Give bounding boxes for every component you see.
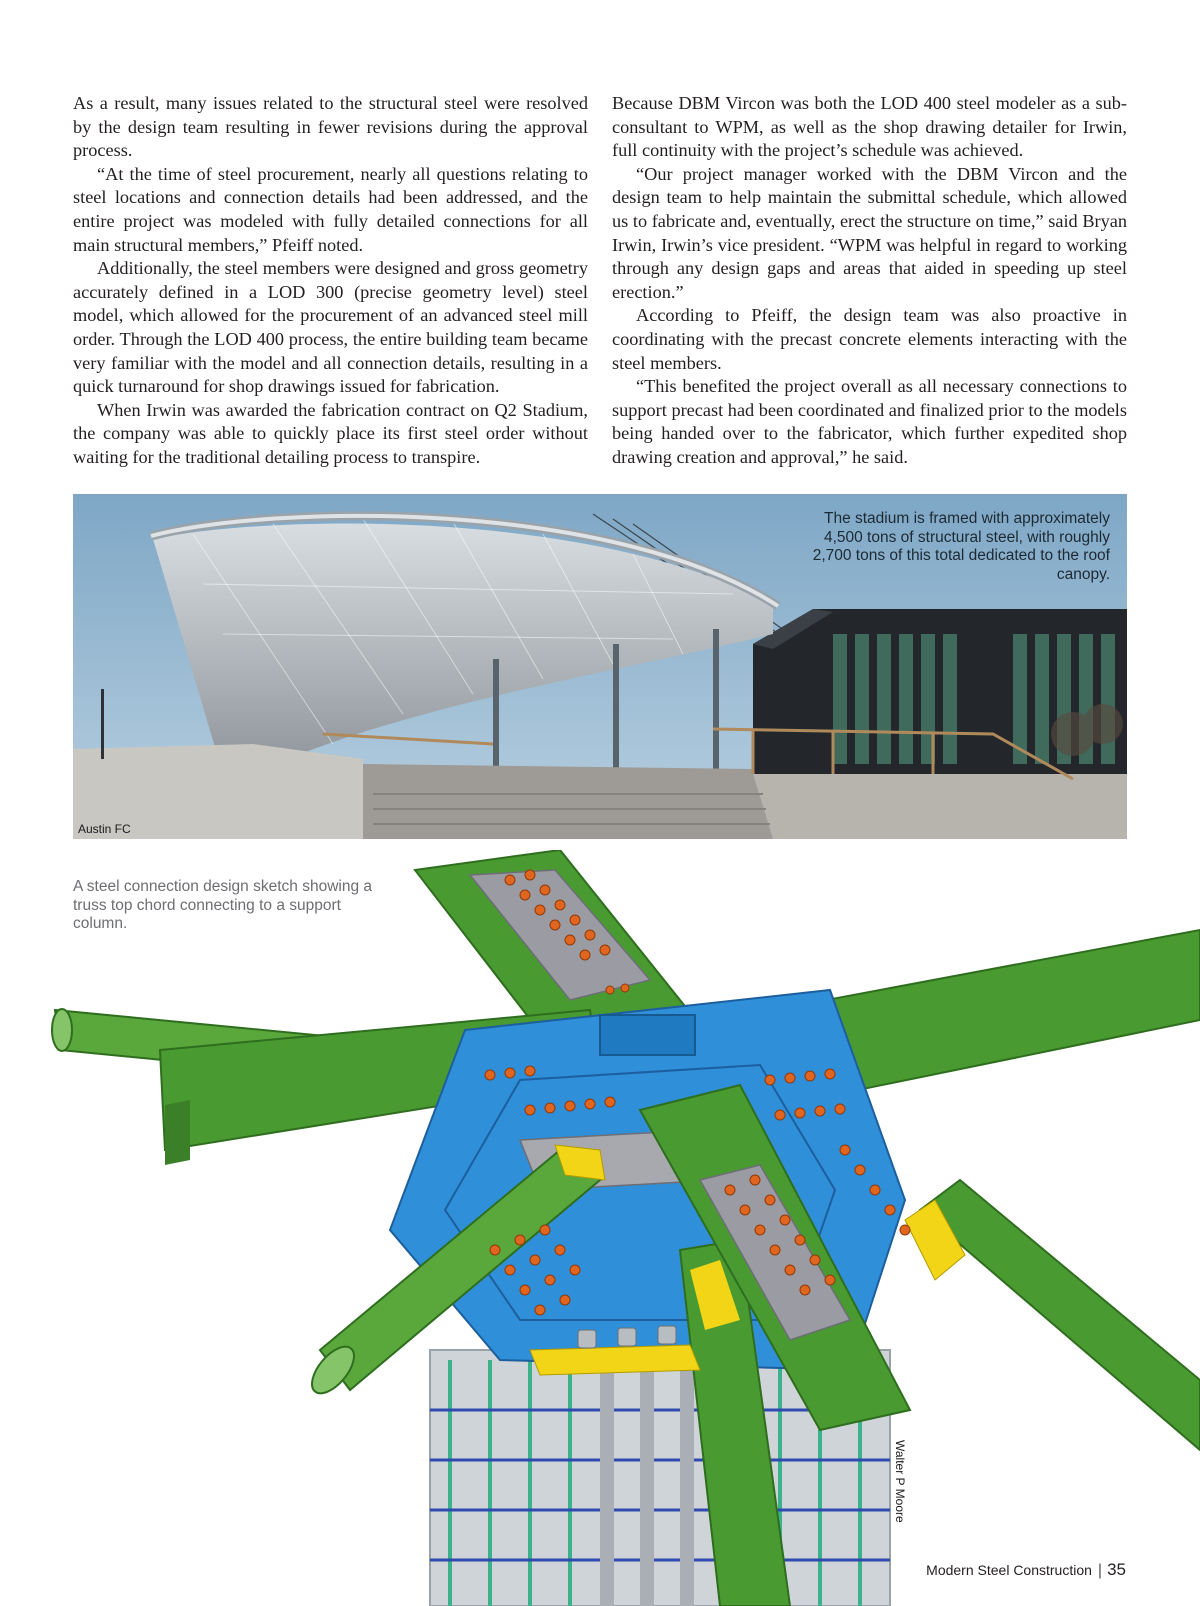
paragraph: Because DBM Vircon was both the LOD 400 steel modeler as a sub-consultant to WPM, as well as the shop drawing detailer for Irwin, full continuity with the project’s schedule was achieved. — [612, 93, 1127, 161]
paragraph: Additionally, the steel members were designed and gross geometry accurately defined in a LOD 300 (precise geometry level) steel model, which allowed for the procurement of an advanced steel mill order. Through the LOD 400 process, the entire building team became very familiar with the model and all connection details, resulting in a quick turnaround for shop drawings issued for fabrication. — [73, 258, 588, 397]
photo-credit: Austin FC — [78, 822, 131, 836]
steel-connection-diagram — [0, 850, 1200, 1606]
photo-caption: The stadium is framed with approximately 4,500 tons of structural steel, with roughly 2,700 tons of this total dedicated to the roof canopy. — [812, 510, 1110, 583]
diagram-credit: Walter P Moore — [893, 1440, 907, 1523]
page-footer — [926, 1560, 1126, 1580]
article-column-right — [612, 92, 1127, 470]
article-column-left — [73, 92, 588, 470]
stadium-photo — [73, 494, 1127, 839]
magazine-title: Modern Steel Construction — [926, 1562, 1092, 1578]
paragraph: “Our project manager worked with the DBM Vircon and the design team to help maintain the submittal schedule, which allowed us to fabricate and, eventually, erect the structure on time,” said Bryan Irwin, Irwin’s vice president. “WPM was helpful in regard to working through any design gaps and areas that aided in speeding up steel erection.” — [612, 163, 1127, 302]
paragraph: According to Pfeiff, the design team was also proactive in coordinating with the precast concrete elements interacting with the steel members. — [612, 305, 1127, 373]
diagram-caption: A steel connection design sketch showing a truss top chord connecting to a support column. — [73, 878, 372, 932]
page-number: 35 — [1107, 1560, 1126, 1579]
footer-separator: | — [1097, 1562, 1103, 1579]
paragraph: As a result, many issues related to the structural steel were resolved by the design team resulting in fewer revisions during the approval process. — [73, 93, 588, 161]
paragraph: “This benefited the project overall as all necessary connections to support precast had been coordinated and finalized prior to the models being handed over to the fabricator, which further expedited shop drawing creation and approval,” he said. — [612, 376, 1127, 467]
paragraph: “At the time of steel procurement, nearly all questions relating to steel locations and connection details had been addressed, and the entire project was modeled with fully detailed connections for all main structural members,” Pfeiff noted. — [73, 163, 588, 255]
connection-model-illustration — [0, 850, 1200, 1606]
paragraph: When Irwin was awarded the fabrication contract on Q2 Stadium, the company was able to quickly place its first steel order without waiting for the traditional detailing process to transpire. — [73, 399, 588, 467]
